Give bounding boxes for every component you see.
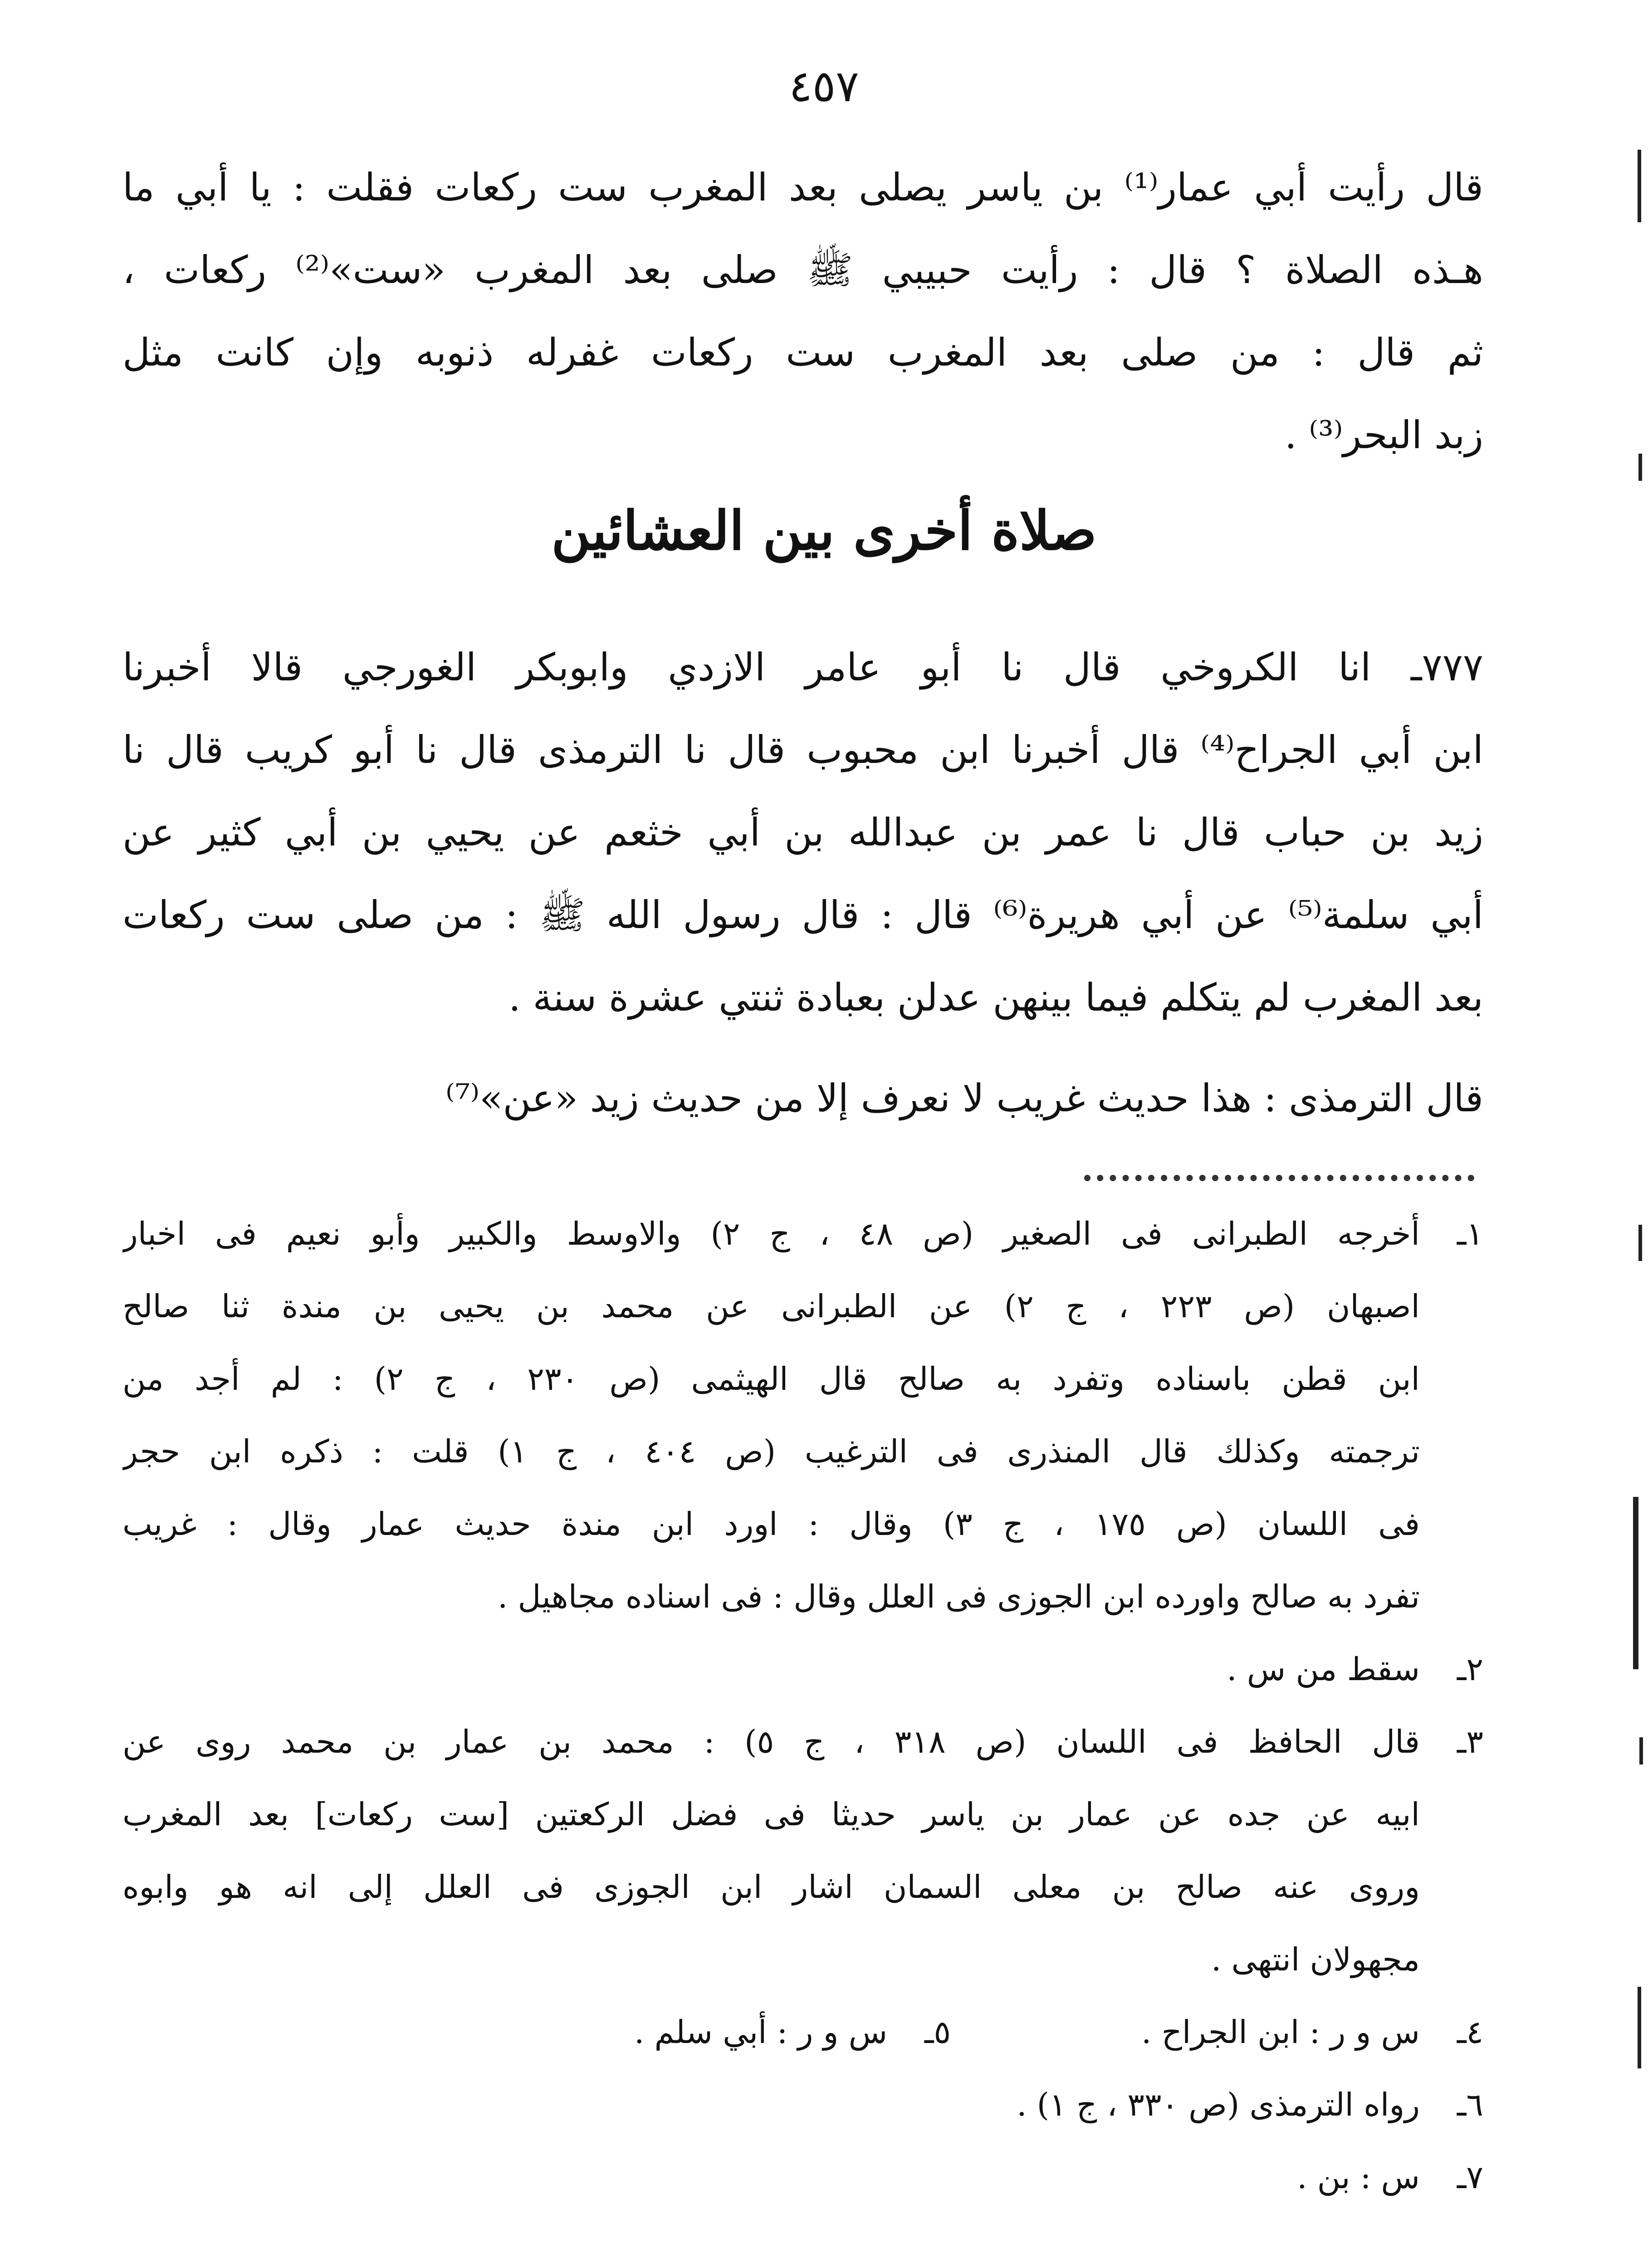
footnote-2	[122, 1633, 1483, 1706]
footnote-4	[1141, 1996, 1483, 2068]
scan-edge-mark	[1638, 1225, 1642, 1261]
footnote-number: ٢ـ	[1457, 1651, 1483, 1688]
footnote-line: مجهولان انتهى .	[1211, 1941, 1420, 1978]
footnote-line: ترجمته وكذلك قال المنذرى فى الترغيب (ص ٤٠٤ ، ج ١) قلت : ذكره ابن حجر	[122, 1433, 1420, 1470]
scan-edge-mark	[1638, 1987, 1641, 2068]
footnote-number: ٦ـ	[1457, 2086, 1483, 2123]
text-line: قال الترمذى : هذا حديث غريب لا نعرف إلا من حديث زيد «عن»⁽⁷⁾	[445, 1076, 1483, 1120]
text-line: قال رأيت أبي عمار⁽¹⁾ بن ياسر يصلى بعد المغرب ست ركعات فقلت : يا أبي ما	[122, 165, 1483, 210]
text-line: بعد المغرب لم يتكلم فيما بينهن عدلن بعبادة ثنتي عشرة سنة .	[509, 975, 1483, 1020]
footnote-number: ٥ـ	[924, 2014, 951, 2051]
text-line: أبي سلمة⁽⁵⁾ عن أبي هريرة⁽⁶⁾ قال : قال رسول الله ﷺ : من صلى ست ركعات	[122, 893, 1483, 937]
scan-edge-mark	[1633, 1497, 1638, 1669]
text-line: ٧٧٧ـ انا الكروخي قال نا أبو عامر الازدي وابوبكر الغورجي قالا أخبرنا	[122, 645, 1483, 689]
footnote-line: س و ر : ابن الجراح .	[1141, 2014, 1420, 2051]
footnote-1	[122, 1198, 1483, 1633]
footnote-line: أخرجه الطبرانى فى الصغير (ص ٤٨ ، ج ٢) والاوسط والكبير وأبو نعيم فى اخبار	[122, 1215, 1420, 1252]
footnote-line: ابيه عن جده عن عمار بن ياسر حديثا فى فضل الركعتين [ست ركعات] بعد المغرب	[122, 1796, 1420, 1833]
footnote-6	[122, 2068, 1483, 2141]
scan-edge-mark	[1639, 1737, 1643, 1765]
footnote-line: فى اللسان (ص ١٧٥ ، ج ٣) وقال : اورد ابن مندة حديث عمار وقال : غريب	[122, 1505, 1420, 1543]
tirmidhi-comment	[122, 1057, 1483, 1139]
text-line: ثم قال : من صلى بعد المغرب ست ركعات غفرله ذنوبه وإن كانت مثل	[122, 330, 1483, 375]
footnote-line: تفرد به صالح واورده ابن الجوزى فى العلل وقال : فى اسناده مجاهيل .	[498, 1578, 1420, 1615]
footnote-number: ٤ـ	[1457, 2014, 1483, 2051]
hadith-paragraph-ammar	[122, 146, 1483, 476]
footnotes-4-5	[122, 1996, 1483, 2068]
text-line: ابن أبي الجراح⁽⁴⁾ قال أخبرنا ابن محبوب قال نا الترمذى قال نا أبو كريب قال نا	[122, 728, 1483, 772]
scan-edge-mark	[1638, 150, 1641, 222]
footnote-7	[122, 2141, 1483, 2214]
footnote-number: ١ـ	[1457, 1215, 1483, 1252]
footnote-line: وروى عنه صالح بن معلى السمان اشار ابن الجوزى فى العلل إلى انه هو وابوه	[122, 1868, 1420, 1906]
footnote-line: سقط من س .	[1227, 1651, 1420, 1688]
footnote-5	[634, 1996, 951, 2068]
footnote-line: رواه الترمذى (ص ٣٣٠ ، ج ١) .	[1017, 2086, 1420, 2123]
footnote-line: قال الحافظ فى اللسان (ص ٣١٨ ، ج ٥) : محمد بن عمار بن محمد روى عن	[122, 1723, 1420, 1760]
text-line: هـذه الصلاة ؟ قال : رأيت حبيبي ﷺ صلى بعد المغرب «ست»⁽²⁾ ركعات ،	[122, 248, 1483, 292]
footnote-3	[122, 1706, 1483, 1996]
footnotes	[122, 1198, 1483, 2214]
footnote-line: ابن قطن باسناده وتفرد به صالح قال الهيثمى (ص ٢٣٠ ، ج ٢) : لم أجد من	[122, 1360, 1420, 1398]
footnote-line: اصبهان (ص ٢٢٣ ، ج ٢) عن الطبرانى عن محمد بن يحيى بن مندة ثنا صالح	[122, 1288, 1420, 1325]
text-line: زيد بن حباب قال نا عمر بن عبدالله بن أبي خثعم عن يحيي بن أبي كثير عن	[122, 810, 1483, 855]
footnote-separator	[1084, 1175, 1474, 1181]
text-line: زبد البحر⁽³⁾ .	[1285, 413, 1483, 457]
section-heading: صلاة أخرى بين العشائين	[551, 499, 1097, 562]
scan-edge-mark	[1638, 454, 1642, 481]
footnote-line: س و ر : أبي سلم .	[634, 2014, 888, 2051]
footnote-line: س : بن .	[1297, 2159, 1420, 2196]
hadith-paragraph-777	[122, 626, 1483, 1039]
footnote-number: ٣ـ	[1457, 1723, 1483, 1760]
footnote-number: ٧ـ	[1457, 2159, 1483, 2196]
page-number: ٤٥٧	[789, 61, 859, 112]
